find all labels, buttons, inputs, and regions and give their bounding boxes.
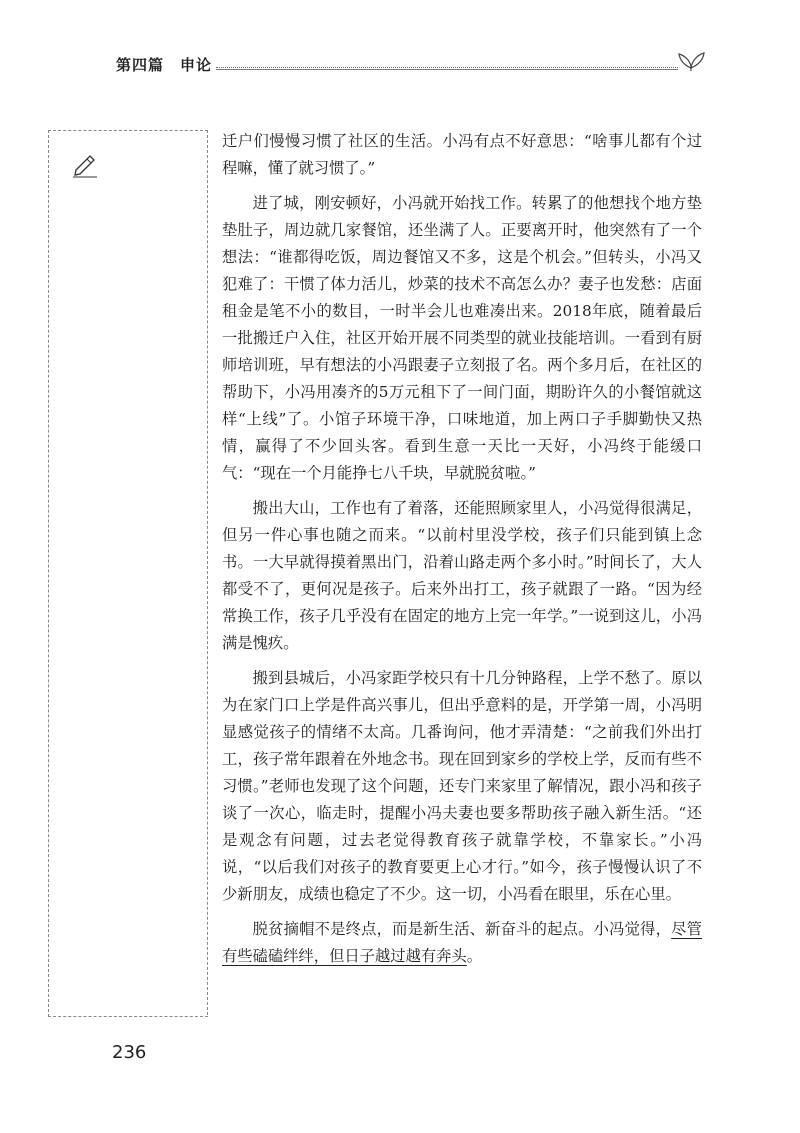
page-header [108, 54, 708, 84]
paragraph-3: 搬出大山，工作也有了着落，还能照顾家里人，小冯觉得很满足，但另一件心事也随之而来。“以前村里没学校，孩子们只能到镇上念书。一大早就得摸着黑出门，沿着山路走两个多小时。”时间长了，大人都受不了，更何况是孩子。后来外出打工，孩子就跟了一路。“因为经常换工作，孩子几乎没有在固定的地方上完一年学。”一说到这儿，小冯满是愧疚。 [222, 499, 702, 652]
notes-margin-box [48, 130, 208, 1017]
paragraph-5-text: 脱贫摘帽不是终点，而是新生活、新奋斗的起点。小冯觉得， [252, 920, 672, 938]
paragraph-4: 搬到县城后，小冯家距学校只有十几分钟路程，上学不愁了。原以为在家门口上学是件高兴事儿，但出乎意料的是，开学第一周，小冯明显感觉孩子的情绪不太高。几番询问，他才弄清楚：“之前我们外出打工，孩子常年跟着在外地念书。现在回到家乡的学校上学，反而有些不习惯。”老师也发现了这个问题，还专门来家里了解情况，跟小冯和孩子谈了一次心，临走时，提醒小冯夫妻也要多帮助孩子融入新生活。“还是观念有问题，过去老觉得教育孩子就靠学校，不靠家长。”小冯说，“以后我们对孩子的教育要更上心才行。”如今，孩子慢慢认识了不少新朋友，成绩也稳定了不少。这一切，小冯看在眼里，乐在心里。 [222, 669, 702, 903]
section-title: 第四篇 申论 [116, 56, 213, 74]
paragraph-5-end: 。 [466, 947, 483, 965]
article-body [222, 128, 702, 978]
header-rule-solid [216, 69, 678, 70]
pencil-icon [70, 148, 100, 178]
page-number: 236 [112, 1042, 147, 1063]
paragraph-5 [222, 916, 702, 970]
paragraph-1: 迁户们慢慢习惯了社区的生活。小冯有点不好意思：“啥事儿都有个过程嘛，懂了就习惯了。” [222, 132, 702, 177]
paragraph-2: 进了城，刚安顿好，小冯就开始找工作。转累了的他想找个地方垫垫肚子，周边就几家餐馆，还坐满了人。正要离开时，他突然有了一个想法：“谁都得吃饭，周边餐馆又不多，这是个机会。”但转头，小冯又犯难了：干惯了体力活儿，炒菜的技术不高怎么办？妻子也发愁：店面租金是笔不小的数目，一时半会儿也难凑出来。2018年底，随着最后一批搬迁户入住，社区开始开展不同类型的就业技能培训。一看到有厨师培训班，早有想法的小冯跟妻子立刻报了名。两个多月后，在社区的帮助下，小冯用凑齐的5万元租下了一间门面，期盼许久的小餐馆就这样“上线”了。小馆子环境干净，口味地道，加上两口子手脚勤快又热情，赢得了不少回头客。看到生意一天比一天好，小冯终于能缓口气：“现在一个月能挣七八千块，早就脱贫啦。” [222, 194, 702, 482]
leaf-icon [676, 48, 706, 72]
notes-margin-divider [207, 130, 208, 1015]
underlined-sentence: 尽管有些磕磕绊绊，但日子越过越有奔头 [222, 920, 702, 965]
header-rule [216, 67, 678, 68]
